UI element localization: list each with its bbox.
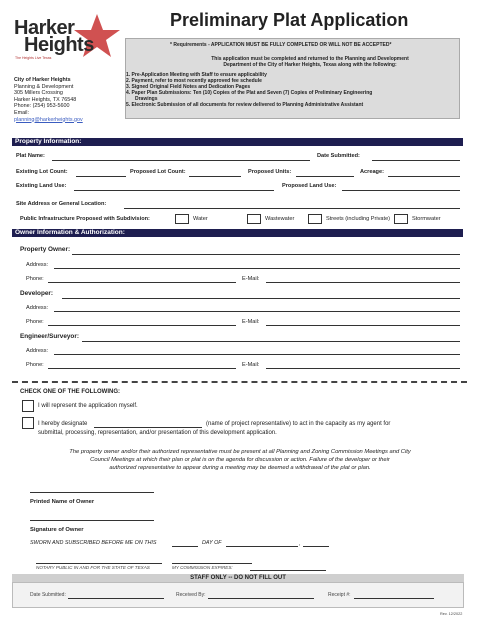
owner-address-label: Address: bbox=[26, 262, 49, 268]
logo-tagline: The Heights Live Texas bbox=[15, 56, 52, 60]
property-owner-field[interactable] bbox=[72, 254, 460, 255]
staff-date-label: Date Submitted: bbox=[30, 592, 66, 598]
staff-only-bar: STAFF ONLY -- DO NOT FILL OUT bbox=[12, 574, 464, 582]
engineer-phone-label: Phone: bbox=[26, 362, 44, 368]
proposed-land-use-label: Proposed Land Use: bbox=[282, 183, 337, 189]
developer-address-field[interactable] bbox=[54, 311, 460, 312]
printed-name-label: Printed Name of Owner bbox=[30, 499, 95, 505]
plat-name-label: Plat Name: bbox=[16, 153, 45, 159]
represent-myself-checkbox[interactable] bbox=[22, 400, 34, 412]
contact-phone: Phone: (254) 953-5600 bbox=[14, 103, 70, 110]
owner-phone-label: Phone: bbox=[26, 276, 44, 282]
streets-checkbox[interactable] bbox=[308, 214, 322, 224]
dashed-divider bbox=[12, 381, 467, 383]
designate-agent-text1: I hereby designate bbox=[38, 421, 88, 427]
sworn-day-field[interactable] bbox=[172, 546, 198, 547]
list-item: 1. Pre-Application Meeting with Staff to ensure applicability bbox=[126, 72, 267, 78]
streets-label: Streets (including Private) bbox=[326, 216, 391, 222]
acreage-field[interactable] bbox=[388, 176, 460, 177]
staff-date-field[interactable] bbox=[68, 598, 164, 599]
represent-myself-label: I will represent the application myself. bbox=[38, 403, 138, 409]
contact-dept: Planning & Development bbox=[14, 83, 74, 90]
developer-address-label: Address: bbox=[26, 305, 49, 311]
engineer-field[interactable] bbox=[82, 341, 460, 342]
signature-label: Signature of Owner bbox=[30, 527, 84, 533]
logo bbox=[10, 12, 120, 72]
existing-lot-count-field[interactable] bbox=[76, 176, 126, 177]
developer-field[interactable] bbox=[62, 298, 460, 299]
developer-email-label: E-Mail: bbox=[242, 319, 260, 325]
requirements-headline: * Requirements - APPLICATION MUST BE FULLY COMPLETED OR WILL NOT BE ACCEPTED* bbox=[170, 42, 392, 48]
stormwater-checkbox[interactable] bbox=[394, 214, 408, 224]
developer-phone-field[interactable] bbox=[48, 325, 236, 326]
existing-lot-count-label: Existing Lot Count: bbox=[16, 169, 68, 175]
existing-land-use-label: Existing Land Use: bbox=[16, 183, 67, 189]
requirements-list bbox=[126, 72, 458, 108]
section-owner-information: Owner Information & Authorization: bbox=[12, 229, 463, 237]
engineer-address-label: Address: bbox=[26, 348, 49, 354]
notary-signature-field[interactable] bbox=[36, 563, 162, 564]
site-address-label: Site Address or General Location: bbox=[16, 201, 107, 207]
printed-name-field[interactable] bbox=[30, 492, 154, 493]
commission-expires-field[interactable] bbox=[250, 570, 326, 571]
infrastructure-label: Public Infrastructure Proposed with Subdivision: bbox=[20, 216, 150, 222]
contact-street: 305 Millers Crossing bbox=[14, 90, 63, 97]
list-item: 3. Signed Original Field Notes and Dedication Pages bbox=[126, 84, 251, 90]
owner-address-field[interactable] bbox=[54, 268, 460, 269]
staff-received-field[interactable] bbox=[208, 598, 314, 599]
proposed-units-field[interactable] bbox=[296, 176, 354, 177]
developer-email-field[interactable] bbox=[266, 325, 460, 326]
date-submitted-field[interactable] bbox=[372, 160, 460, 161]
designate-agent-text2: (name of project representative) to act in the capacity as my agent for bbox=[206, 421, 391, 427]
staff-receipt-field[interactable] bbox=[354, 598, 434, 599]
contact-block bbox=[14, 77, 124, 123]
site-address-field[interactable] bbox=[124, 208, 460, 209]
stormwater-label: Stormwater bbox=[412, 216, 441, 222]
developer-phone-label: Phone: bbox=[26, 319, 44, 325]
comma-separator: , bbox=[299, 541, 301, 547]
water-label: Water bbox=[193, 216, 208, 222]
staff-receipt-label: Receipt #: bbox=[328, 592, 351, 598]
engineer-phone-field[interactable] bbox=[48, 368, 236, 369]
attendance-notice: The property owner and/or their authorized representative must be present at all Planning and Zoning Commission Meetings and City Council Meetings at which their plan or plat is on the agenda for discussion or action. Failure of the developer or their authorized representative to appear during a meeting may be deemed a withdrawal of the plat or plan. bbox=[69, 449, 411, 471]
list-item: 4. Paper Plan Submissions: Ten (10) Copies of the Plat and Seven (7) Copies of Preliminary Engineering bbox=[126, 90, 373, 96]
proposed-units-label: Proposed Units: bbox=[248, 169, 292, 175]
notary-label: NOTARY PUBLIC IN AND FOR THE STATE OF TEXAS bbox=[36, 565, 150, 570]
staff-received-label: Received By: bbox=[176, 592, 206, 598]
wastewater-checkbox[interactable] bbox=[247, 214, 261, 224]
proposed-lot-count-label: Proposed Lot Count: bbox=[130, 169, 186, 175]
date-submitted-label: Date Submitted: bbox=[317, 153, 360, 159]
contact-email-link[interactable]: planning@harkerheights.gov bbox=[14, 116, 83, 123]
engineer-label: Engineer/Surveyor: bbox=[20, 333, 79, 340]
proposed-lot-count-field[interactable] bbox=[189, 176, 241, 177]
contact-org: City of Harker Heights bbox=[14, 77, 71, 83]
existing-land-use-field[interactable] bbox=[74, 190, 274, 191]
designate-agent-checkbox[interactable] bbox=[22, 417, 34, 429]
wastewater-label: Wastewater bbox=[265, 216, 295, 222]
designate-agent-field[interactable] bbox=[94, 427, 202, 428]
property-owner-label: Property Owner: bbox=[20, 246, 71, 253]
owner-email-label: E-Mail: bbox=[242, 276, 260, 282]
logo-line1: Harker bbox=[14, 17, 75, 39]
notary-seal-field[interactable] bbox=[172, 563, 252, 564]
contact-email-label: Email: bbox=[14, 109, 29, 116]
contact-city: Harker Heights, TX 76548 bbox=[14, 96, 77, 103]
engineer-email-label: E-Mail: bbox=[242, 362, 260, 368]
section-property-information: Property Information: bbox=[12, 138, 463, 146]
list-item: 5. Electronic Submission of all documents for review delivered to Planning Administrative Assistant bbox=[126, 102, 364, 108]
revision-label: Rev. 12/2022 bbox=[440, 612, 463, 616]
developer-label: Developer: bbox=[20, 290, 54, 297]
proposed-land-use-field[interactable] bbox=[342, 190, 460, 191]
staff-only-box bbox=[12, 582, 464, 608]
acreage-label: Acreage: bbox=[360, 169, 384, 175]
engineer-address-field[interactable] bbox=[54, 354, 460, 355]
commission-expires-label: MY COMMISSION EXPIRES: bbox=[172, 565, 233, 570]
logo-line2: Heights bbox=[24, 34, 94, 56]
day-of-label: DAY OF bbox=[202, 540, 222, 546]
engineer-email-field[interactable] bbox=[266, 368, 460, 369]
sworn-text: SWORN AND SUBSCRIBED BEFORE ME ON THIS bbox=[30, 540, 157, 546]
owner-phone-field[interactable] bbox=[48, 282, 236, 283]
year-field[interactable] bbox=[303, 546, 329, 547]
list-item: 2. Payment, refer to most recently approved fee schedule bbox=[126, 78, 262, 84]
month-field[interactable] bbox=[226, 546, 298, 547]
owner-email-field[interactable] bbox=[266, 282, 460, 283]
check-one-title: CHECK ONE OF THE FOLLOWING: bbox=[20, 389, 120, 395]
page-title: Preliminary Plat Application bbox=[170, 10, 409, 30]
water-checkbox[interactable] bbox=[175, 214, 189, 224]
plat-name-field[interactable] bbox=[52, 160, 310, 161]
designate-agent-text3: submittal, processing, representation, and/or presentation of this development application. bbox=[38, 430, 277, 436]
requirements-intro: This application must be completed and returned to the Planning and Development Department of the City of Harker Heights, Texas along with the following: bbox=[211, 56, 409, 68]
signature-field[interactable] bbox=[30, 520, 154, 521]
list-item: Drawings bbox=[135, 96, 158, 102]
